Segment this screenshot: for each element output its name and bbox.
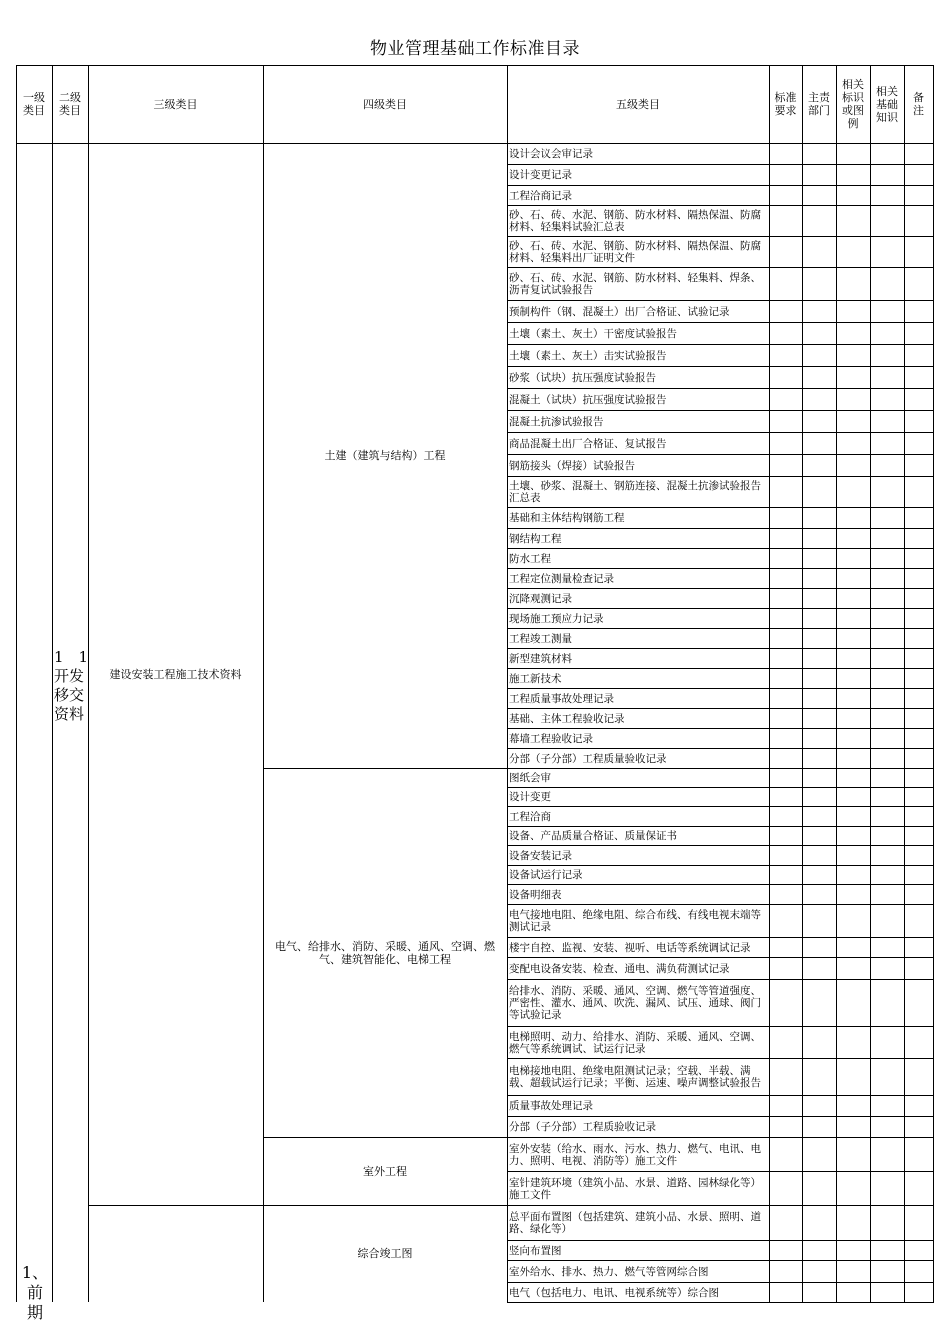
level5-item: 电气接地电阻、绝缘电阻、综合布线、有线电视末端等测试记录 (509, 909, 761, 933)
level5-item: 工程洽商 (509, 810, 551, 823)
level5-item: 砂、石、砖、水泥、钢筋、防水材料、隔热保温、防腐材料、轻集料出厂证明文件 (509, 240, 761, 264)
level5-item: 给排水、消防、采暖、通风、空调、燃气等管道强度、严密性、灌水、通风、吹洗、漏风、试压、通球、阀门等试验记录 (509, 985, 761, 1021)
header-standard-requirement: 标准 要求 (774, 91, 797, 117)
level5-item: 工程洽商记录 (509, 189, 572, 202)
level5-item: 设备试运行记录 (509, 869, 583, 881)
level5-item: 施工新技术 (509, 672, 562, 685)
level5-item: 土壤（素土、灰土）干密度试验报告 (509, 327, 677, 340)
level5-item: 竖向布置图 (509, 1244, 562, 1257)
level5-item: 现场施工预应力记录 (509, 612, 604, 625)
column-border (52, 65, 53, 1302)
level5-item: 土壤（素土、灰土）击实试验报告 (509, 349, 667, 362)
page-title: 物业管理基础工作标准目录 (370, 39, 580, 59)
level5-item: 砂、石、砖、水泥、钢筋、防水材料、隔热保温、防腐材料、轻集料试验汇总表 (509, 209, 761, 233)
level2-label-part: 开发 (54, 667, 85, 685)
level5-item: 新型建筑材料 (509, 652, 572, 665)
level2-label-part: 移交 (54, 686, 85, 704)
level5-item: 室针建筑环境（建筑小品、水景、道路、园林绿化等）施工文件 (509, 1176, 761, 1201)
level5-item: 砂、石、砖、水泥、钢筋、防水材料、轻集料、焊条、沥青复试试验报告 (509, 272, 761, 296)
header-level4: 四级类目 (363, 97, 407, 111)
level1-label-part: 前 (26, 1283, 43, 1302)
level5-item: 预制构件（钢、混凝土）出厂合格证、试验记录 (509, 305, 730, 318)
level3-cell: 建设安装工程施工技术资料 (109, 667, 242, 681)
level5-item: 土壤、砂浆、混凝土、钢筋连接、混凝土抗渗试验报告汇总表 (509, 480, 761, 504)
level5-item: 工程竣工测量 (509, 632, 572, 645)
level5-item: 商品混凝土出厂合格证、复试报告 (509, 437, 667, 450)
level5-item: 钢筋接头（焊接）试验报告 (509, 459, 635, 472)
header-level3: 三级类目 (153, 97, 198, 111)
level2-cell (54, 646, 92, 726)
level5-item: 室外给水、排水、热力、燃气等管网综合图 (509, 1265, 709, 1278)
level5-item: 楼宇自控、监视、安装、视听、电话等系统调试记录 (509, 941, 751, 954)
level5-item: 工程定位测量检查记录 (509, 572, 614, 585)
level5-item: 设计会议会审记录 (509, 148, 593, 160)
header-level1: 一级 类目 (23, 91, 45, 117)
level2-label-part: 1 1 (54, 648, 89, 666)
level5-item: 电气（包括电力、电讯、电视系统等）综合图 (509, 1286, 719, 1299)
level5-item: 混凝土抗渗试验报告 (509, 415, 604, 428)
level5-item: 设备安装记录 (509, 849, 572, 862)
header-related-identification: 相关 标识 或图 例 (842, 78, 864, 130)
table-left-border (16, 65, 17, 1302)
header-level2: 二级 类目 (59, 91, 81, 117)
level5-item: 变配电设备安装、检查、通电、满负荷测试记录 (509, 962, 730, 975)
level5-item: 分部（子分部）工程质量验收记录 (509, 752, 667, 765)
level5-item: 基础、主体工程验收记录 (509, 712, 625, 725)
level4-cell: 电气、给排水、消防、采暖、通风、空调、燃气、建筑智能化、电梯工程 (275, 939, 495, 966)
level5-item: 总平面布置图（包括建筑、建筑小品、水景、照明、道路、绿化等） (509, 1211, 761, 1235)
level5-item: 基础和主体结构钢筋工程 (509, 512, 625, 524)
row-border (507, 1302, 934, 1303)
level1-label-part: 期 (26, 1303, 43, 1322)
level5-item: 质量事故处理记录 (509, 1100, 593, 1112)
header-level5: 五级类目 (616, 97, 660, 111)
level5-item: 设备明细表 (509, 888, 562, 901)
level5-item: 分部（子分部）工程质验收记录 (509, 1121, 656, 1133)
level5-item: 工程质量事故处理记录 (509, 692, 614, 705)
level5-item: 设计变更 (509, 791, 551, 803)
header-responsible-department: 主责 部门 (808, 91, 830, 117)
level5-item: 幕墙工程验收记录 (509, 732, 593, 745)
level5-item: 电梯接地电阻、绝缘电阻测试记录；空载、半载、满载、超载试运行记录；平衡、运速、噪声调整试验报告 (509, 1065, 761, 1089)
level1-cell (18, 1260, 52, 1326)
level1-label-part: 1、 (21, 1263, 49, 1282)
level4-cell: 综合竣工图 (357, 1247, 413, 1260)
level2-label-part: 资料 (54, 705, 85, 723)
level5-item: 钢结构工程 (509, 532, 562, 545)
level5-item: 设计变更记录 (509, 169, 572, 181)
level5-item: 电梯照明、动力、给排水、消防、采暖、通风、空调、燃气等系统调试、试运行记录 (509, 1030, 761, 1055)
level4-cell: 土建（建筑与结构）工程 (324, 449, 446, 462)
level5-item: 设备、产品质量合格证、质量保证书 (509, 830, 677, 842)
level4-cell: 室外工程 (363, 1164, 407, 1178)
level5-item: 图纸会审 (509, 772, 551, 784)
header-remarks: 备 注 (913, 91, 924, 117)
level5-item: 混凝土（试块）抗压强度试验报告 (509, 393, 667, 406)
level5-item: 室外安装（给水、雨水、污水、热力、燃气、电讯、电力、照明、电视、消防等）施工文件 (509, 1142, 761, 1167)
level5-item: 沉降观测记录 (509, 592, 572, 605)
level5-item: 砂浆（试块）抗压强度试验报告 (509, 371, 656, 384)
header-related-knowledge: 相关 基础 知识 (876, 84, 898, 124)
level5-item: 防水工程 (509, 552, 551, 565)
